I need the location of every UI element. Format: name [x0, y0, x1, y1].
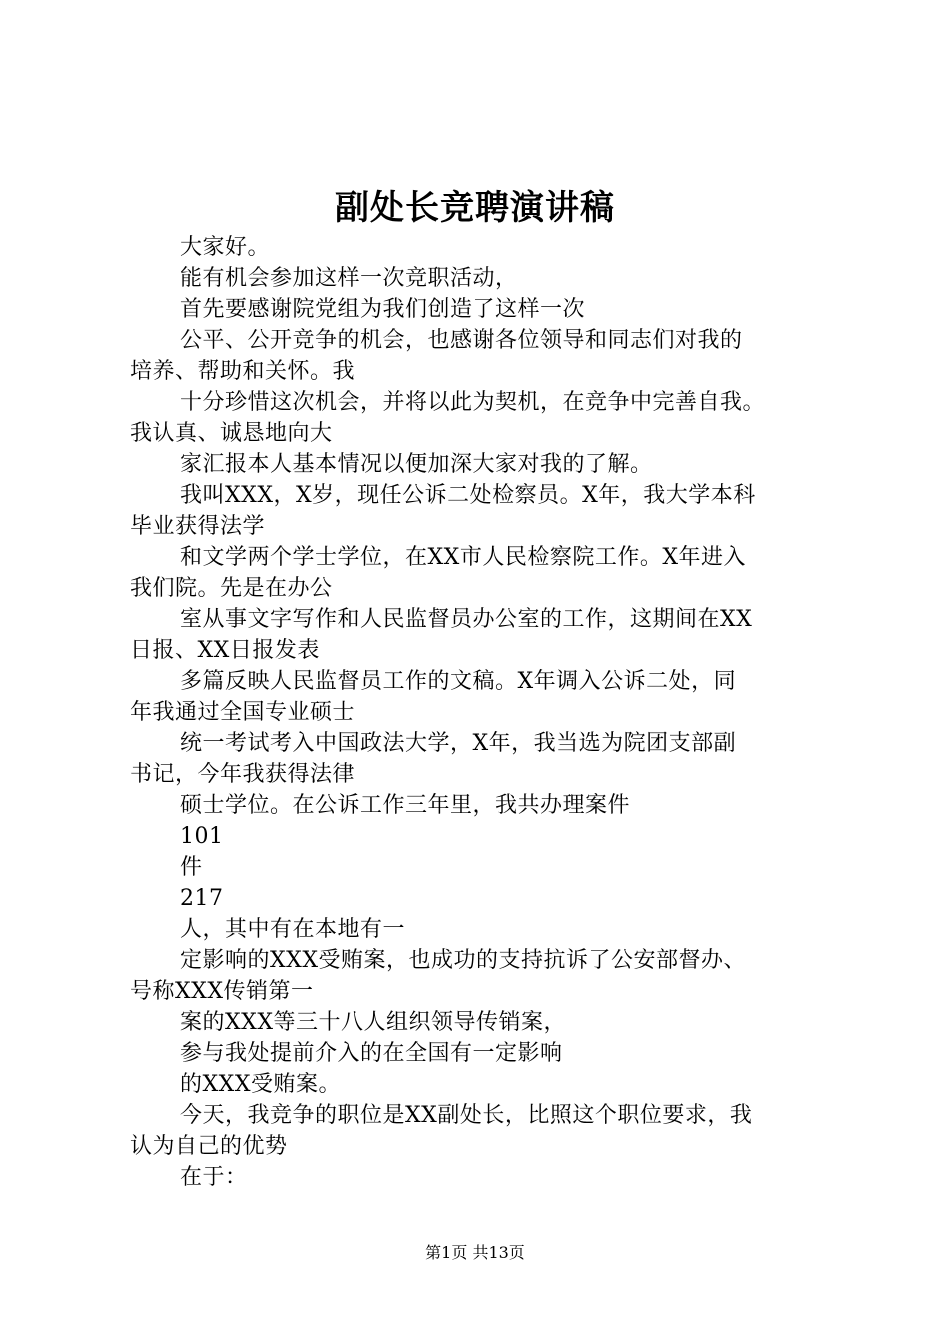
body-line: 多篇反映人民监督员工作的文稿。X年调入公诉二处，同 — [180, 669, 737, 694]
body-line: 大家好。 — [180, 235, 271, 260]
document-title: 副处长竞聘演讲稿 — [335, 188, 615, 228]
body-line: 的XXX受贿案。 — [180, 1072, 341, 1097]
body-line: 认为自己的优势 — [130, 1134, 288, 1159]
body-line: 硕士学位。在公诉工作三年里，我共办理案件 — [180, 793, 631, 818]
body-line: 217 — [180, 886, 224, 911]
body-line: 101 — [180, 824, 224, 849]
body-line: 案的XXX等三十八人组织领导传销案， — [180, 1010, 566, 1035]
body-line: 号称XXX传销第一 — [130, 979, 314, 1004]
body-line: 件 — [180, 855, 203, 880]
body-line: 定影响的XXX受贿案，也成功的支持抗诉了公安部督办、 — [180, 948, 746, 973]
body-line: 书记，今年我获得法律 — [130, 762, 356, 787]
body-line: 统一考试考入中国政法大学，X年，我当选为院团支部副 — [180, 731, 737, 756]
body-line: 十分珍惜这次机会，并将以此为契机，在竞争中完善自我。 — [180, 390, 766, 415]
body-line: 能有机会参加这样一次竞职活动， — [180, 266, 518, 291]
body-line: 参与我处提前介入的在全国有一定影响 — [180, 1041, 563, 1066]
body-line: 今天，我竞争的职位是XX副处长，比照这个职位要求，我 — [180, 1103, 753, 1128]
body-line: 室从事文字写作和人民监督员办公室的工作，这期间在XX — [180, 607, 753, 632]
body-line: 家汇报本人基本情况以便加深大家对我的了解。 — [180, 452, 653, 477]
body-line: 我认真、诚恳地向大 — [130, 421, 333, 446]
body-line: 公平、公开竞争的机会，也感谢各位领导和同志们对我的 — [180, 328, 743, 353]
body-line: 首先要感谢院党组为我们创造了这样一次 — [180, 297, 586, 322]
body-line: 我叫XXX，X岁，现任公诉二处检察员。X年，我大学本科 — [180, 483, 756, 508]
body-line: 培养、帮助和关怀。我 — [130, 359, 356, 384]
document-body — [130, 232, 850, 1193]
body-line: 人，其中有在本地有一 — [180, 917, 406, 942]
body-line: 日报、XX日报发表 — [130, 638, 320, 663]
body-line: 在于： — [180, 1165, 248, 1190]
body-line: 我们院。先是在办公 — [130, 576, 333, 601]
body-line: 年我通过全国专业硕士 — [130, 700, 356, 725]
body-line: 毕业获得法学 — [130, 514, 266, 539]
body-line: 和文学两个学士学位，在XX市人民检察院工作。X年进入 — [180, 545, 746, 570]
page-footer: 第1页 共13页 — [425, 1243, 525, 1262]
